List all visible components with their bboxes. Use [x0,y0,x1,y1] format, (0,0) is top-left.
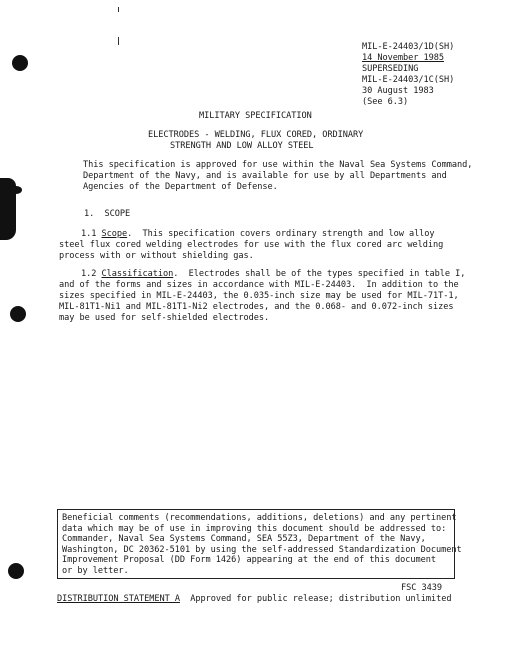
paragraph-1-2-line [81,269,465,280]
fsc-code: FSC 3439 [401,583,442,593]
paragraph-1-2-line: MIL-81T1-Ni1 and MIL-81T1-Ni2 electrodes, and the 0.068- and 0.072-inch sizes [59,302,454,312]
scan-smudge-tip [10,186,22,194]
comments-line: or by letter. [62,565,129,576]
comments-line: Washington, DC 20362-5101 by using the self-addressed Standardization Document [62,544,462,555]
paragraph-1-2-line: and of the forms and sizes in accordance with MIL-E-24403. In addition to the [59,280,459,290]
paragraph-1-2-line: may be used for self-shielded electrodes. [59,313,270,323]
section-heading-scope: 1. SCOPE [84,209,131,219]
distribution-statement [57,594,452,605]
comments-line: data which may be of use in improving this document should be addressed to: [62,523,447,534]
scan-mark-left [118,37,119,45]
approval-line: Department of the Navy, and is available for use by all Departments and [83,171,447,181]
approval-line: This specification is approved for use within the Naval Sea Systems Command, [83,160,473,170]
approval-line: Agencies of the Department of Defense. [83,182,278,192]
paragraph-title: Scope [101,229,128,239]
doc-date: 14 November 1985 [362,53,444,63]
paragraph-text: . This specification covers ordinary strength and low alloy [127,229,435,239]
paragraph-text: . Electrodes shall be of the types specified in table I, [173,269,466,279]
binder-hole-bottom [8,563,24,579]
spec-type-title: MILITARY SPECIFICATION [199,111,312,121]
paragraph-1-2-line: sizes specified in MIL-E-24403, the 0.035-inch size may be used for MIL-71T-1, [59,291,459,301]
superseded-id: MIL-E-24403/1C(SH) [362,75,455,85]
distribution-text: Approved for public release; distribution unlimited [179,594,452,604]
binder-hole-middle [10,306,26,322]
spec-title-line1: ELECTRODES - WELDING, FLUX CORED, ORDINARY [148,130,364,140]
comments-line: Commander, Naval Sea Systems Command, SEA 55Z3, Department of the Navy, [62,534,426,544]
paragraph-title: Classification [101,269,174,279]
see-note: (See 6.3) [362,97,409,107]
comments-line: Improvement Proposal (DD Form 1426) appearing at the end of this document [62,555,437,565]
distribution-label: DISTRIBUTION STATEMENT A [57,594,180,604]
paragraph-1-1-line [81,229,435,240]
comments-line: Beneficial comments (recommendations, additions, deletions) and any pertinent [62,513,457,523]
paragraph-number: 1.2 [81,269,97,279]
scan-mark-top [118,7,119,12]
doc-id: MIL-E-24403/1D(SH) [362,42,455,52]
spec-title-line2: STRENGTH AND LOW ALLOY STEEL [170,141,314,151]
paragraph-1-1-line: process with or without shielding gas. [59,251,254,261]
paragraph-number: 1.1 [81,229,97,239]
superseding-label: SUPERSEDING [362,64,419,74]
binder-hole-top [12,55,28,71]
comments-box [57,509,462,579]
paragraph-1-1-line: steel flux cored welding electrodes for use with the flux cored arc welding [59,240,444,250]
superseded-date: 30 August 1983 [362,86,434,96]
